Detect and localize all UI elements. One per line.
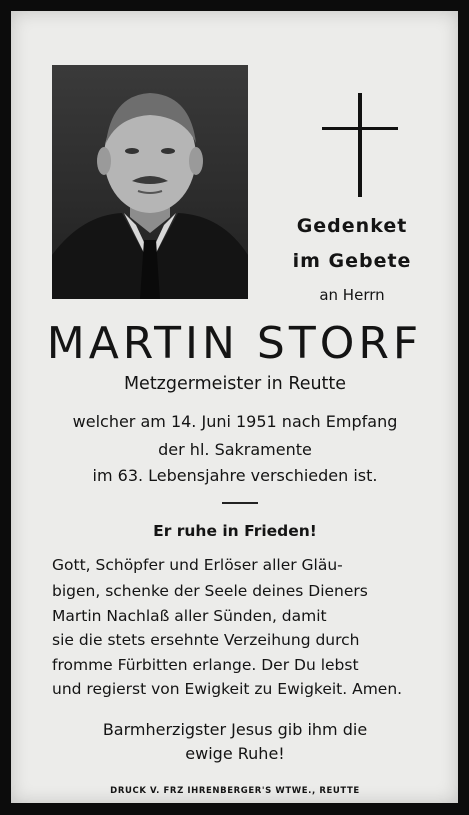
rest-in-peace: Er ruhe in Frieden!	[153, 522, 317, 540]
text-line: im 63. Lebensjahre verschieden ist.	[92, 466, 378, 485]
prayer-line: Gott, Schöpfer und Erlöser aller Gläu-	[52, 556, 343, 574]
divider	[222, 502, 258, 504]
text-line: welcher am 14. Juni 1951 nach Empfang	[72, 412, 398, 431]
portrait-image	[52, 65, 248, 299]
cross-icon	[358, 93, 362, 197]
closing-line: ewige Ruhe!	[185, 744, 285, 763]
prayer-line: bigen, schenke der Seele deines Dieners	[52, 582, 368, 600]
closing-line: Barmherzigster Jesus gib ihm die	[102, 720, 368, 739]
prayer-line: Martin Nachlaß aller Sünden, damit	[52, 607, 327, 625]
profession: Metzgermeister in Reutte	[123, 374, 347, 394]
prayer-line: und regierst von Ewigkeit zu Ewigkeit. Amen.	[52, 680, 403, 698]
heading-line-2: im Gebete	[292, 250, 412, 272]
heading-line-1: Gedenket	[296, 215, 408, 237]
prayer-line: sie die stets ersehnte Verzeihung durch	[52, 631, 360, 649]
an-herrn-label: an Herrn	[319, 286, 385, 304]
printer-credit: DRUCK V. FRZ IHRENBERGER'S WTWE., REUTTE	[110, 786, 360, 796]
portrait-photo	[52, 65, 248, 299]
cross-icon-bar	[322, 127, 398, 130]
text-line: der hl. Sakramente	[158, 440, 312, 459]
deceased-name: MARTIN STORF	[46, 318, 423, 369]
prayer-line: fromme Fürbitten erlange. Der Du lebst	[52, 656, 359, 674]
